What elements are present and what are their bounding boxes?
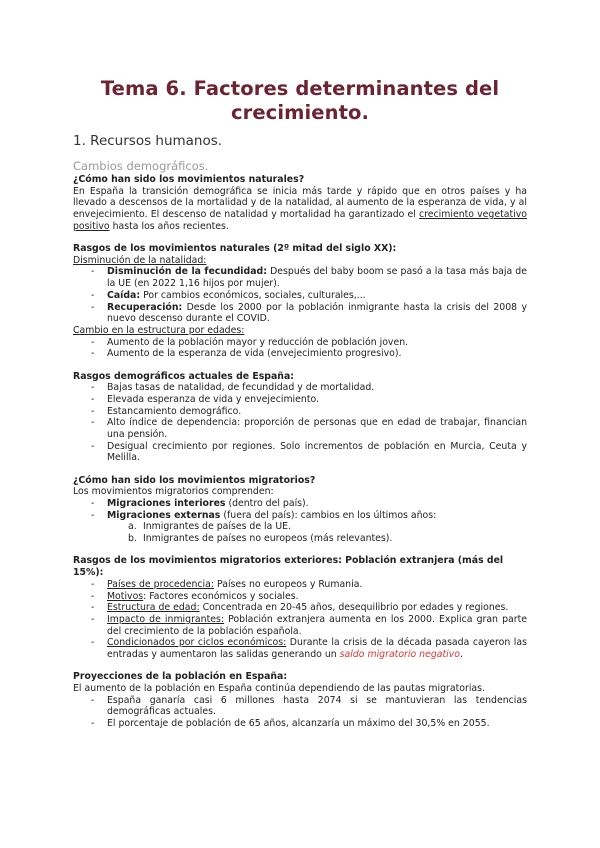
paragraph-transition-text: En España la transición demográfica se inicia más tarde y rápido que en otros países y ha llevado a descensos de la mortalidad y de la natalidad, al aumento de la esperanza de vida, y al envejecimiento. El descenso de natalidad y mortalidad ha garantizado el [73, 185, 527, 221]
list-item: - Impacto de inmigrantes: Población extranjera aumenta en los 2000. Explica gran parte del crecimiento de la población española. [91, 613, 528, 637]
list-item: - Motivos: Factores económicos y sociales. [91, 590, 299, 602]
list-item: - Aumento de la población mayor y reducción de población joven. [91, 336, 409, 348]
paragraph-transition-end: hasta los años recientes. [109, 220, 229, 232]
list-item: - Condicionados por ciclos económicos: Durante la crisis de la década pasada cayeron las entradas y aumentaron las salidas generando un saldo migratorio negativo. [91, 637, 527, 661]
list-item: - Alto índice de dependencia: proporción de personas que en edad de trabajar, financian una pensión. [91, 417, 527, 441]
highlighted-term: saldo migratorio negativo [339, 649, 461, 661]
list-item: - Bajas tasas de natalidad, de fecundidad y de mortalidad. [91, 382, 375, 394]
list-item: - Caída: Por cambios económicos, sociales, culturales,... [91, 289, 366, 301]
list-item: - Disminución de la fecundidad: Después del baby boom se pasó a la tasa más baja de la UE (en 2022 1,16 hijos por mujer). [91, 266, 527, 290]
list-item: - Migraciones interiores (dentro del país). [91, 498, 309, 510]
paragraph-migrations: Los movimientos migratorios comprenden: [73, 486, 274, 498]
subsection-heading: Cambios demográficos. [73, 159, 209, 173]
underlined-heading-age-structure: Cambio en la estructura por edades: [73, 324, 245, 336]
heading-projections: Proyecciones de la población en España: [73, 671, 288, 683]
sub-list-item: b. Inmigrantes de países no europeos (más relevantes). [128, 533, 393, 545]
title-line-1: Tema 6. Factores determinantes del [100, 77, 500, 100]
list-item: - Aumento de la esperanza de vida (envejecimiento progresivo). [91, 348, 402, 360]
list-item: - Países de procedencia: Países no europeos y Rumania. [91, 578, 363, 590]
page-title [0, 77, 600, 125]
list-item: - Estancamiento demográfico. [91, 405, 242, 417]
list-item: - Recuperación: Desde los 2000 por la población inmigrante hasta la crisis del 2008 y nuevo descenso durante el COVID. [91, 301, 527, 325]
question-migratory-movements: ¿Cómo han sido los movimientos migratorios? [73, 474, 316, 486]
list-item: - Estructura de edad: Concentrada en 20-45 años, desequilibrio por edades y regiones. [91, 602, 509, 614]
content-body [73, 174, 527, 730]
heading-external-migration: Rasgos de los movimientos migratorios exteriores: Población extranjera (más del 15%): [73, 555, 504, 579]
title-line-2: crecimiento. [230, 101, 370, 124]
list-item: - El porcentaje de población de 65 años, alcanzaría un máximo del 30,5% en 2055. [91, 718, 490, 730]
list-item: - España ganaría casi 6 millones hasta 2074 si se mantuvieran las tendencias demográficas actuales. [91, 694, 527, 718]
heading-current-traits: Rasgos demográficos actuales de España: [73, 370, 294, 382]
heading-natural-traits: Rasgos de los movimientos naturales (2º mitad del siglo XX): [73, 243, 397, 255]
sub-list-item: a. Inmigrantes de países de la UE. [128, 521, 292, 533]
underlined-term: crecimiento vegetativo positivo [73, 209, 528, 232]
list-item: - Migraciones externas (fuera del país): cambios en los últimos años: [91, 509, 437, 521]
question-natural-movements: ¿Cómo han sido los movimientos naturales? [73, 174, 305, 185]
paragraph-transition [73, 186, 527, 233]
underlined-heading-natality: Disminución de la natalidad: [73, 254, 207, 266]
list-item: - Desigual crecimiento por regiones. Solo incrementos de población en Murcia, Ceuta y Melilla. [91, 440, 527, 464]
section-heading: 1. Recursos humanos. [73, 133, 223, 149]
paragraph-projections: El aumento de la población en España continúa dependiendo de las pautas migratorias. [73, 682, 485, 694]
list-item: - Elevada esperanza de vida y envejecimiento. [91, 393, 319, 405]
